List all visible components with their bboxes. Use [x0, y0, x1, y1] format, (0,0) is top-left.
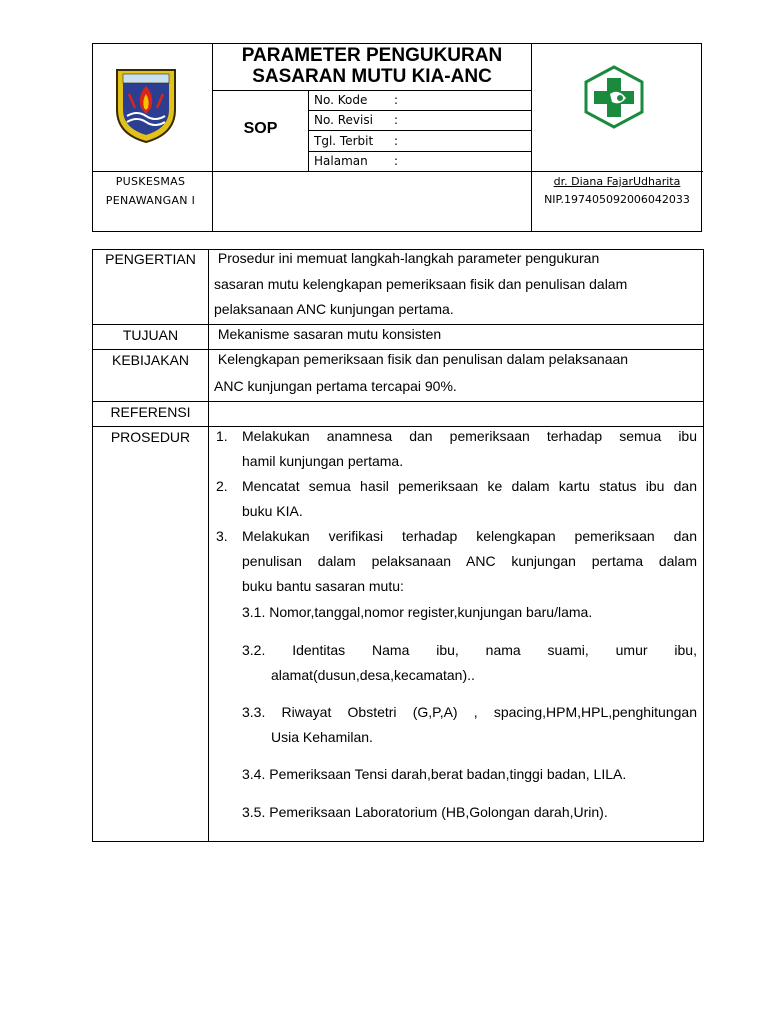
- sop-header-table: [92, 43, 702, 232]
- meta-value-revisi: :: [394, 113, 399, 127]
- step-2-line-2: buku KIA.: [242, 503, 303, 519]
- substep-3-3-line-2: Usia Kehamilan.: [271, 729, 373, 745]
- label-column-divider: [208, 250, 209, 842]
- institution-line-2: PENAWANGAN I: [105, 194, 196, 207]
- header-divider-bottom: [93, 171, 703, 172]
- step-1-line-1: Melakukan anamnesa dan pemeriksaan terhadap semua ibu: [242, 428, 697, 444]
- label-tujuan: TUJUAN: [122, 327, 179, 343]
- label-kebijakan: KEBIJAKAN: [111, 352, 190, 368]
- meta-value-terbit: :: [394, 134, 399, 148]
- label-prosedur: PROSEDUR: [110, 429, 191, 445]
- substep-3-1: 3.1. Nomor,tanggal,nomor register,kunjungan baru/lama.: [242, 604, 593, 620]
- row-divider: [93, 401, 704, 402]
- pengertian-line-2: sasaran mutu kelengkapan pemeriksaan fisik dan penulisan dalam: [214, 276, 628, 292]
- substep-3-2-line-2: alamat(dusun,desa,kecamatan)..: [271, 667, 475, 683]
- institution-line-1: PUSKESMAS: [115, 175, 186, 188]
- document-title: [213, 45, 531, 87]
- meta-row-line: [308, 110, 532, 111]
- meta-row-line: [308, 130, 532, 131]
- sop-content-table: [92, 249, 704, 842]
- regency-emblem-icon: [111, 64, 181, 144]
- step-1-number: 1.: [216, 428, 228, 444]
- step-2-number: 2.: [216, 478, 228, 494]
- step-3-line-3: buku bantu sasaran mutu:: [242, 578, 404, 594]
- pengertian-line-3: pelaksanaan ANC kunjungan pertama.: [214, 301, 454, 317]
- kebijakan-line-1: Kelengkapan pemeriksaan fisik dan penulisan dalam pelaksanaan: [214, 351, 629, 367]
- meta-label-revisi: No. Revisi: [314, 113, 373, 127]
- step-3-line-2: penulisan dalam pelaksanaan ANC kunjungan pertama dalam: [242, 553, 697, 569]
- sop-label: SOP: [243, 120, 278, 137]
- meta-value-kode: :: [394, 93, 399, 107]
- title-divider: [212, 90, 532, 91]
- kebijakan-line-2: ANC kunjungan pertama tercapai 90%.: [214, 378, 457, 394]
- title-line-2: SASARAN MUTU KIA-ANC: [252, 66, 492, 87]
- substep-3-2-line-1: 3.2. Identitas Nama ibu, nama suami, umur ibu,: [242, 642, 697, 658]
- signatory-name: dr. Diana FajarUdharita: [553, 175, 681, 188]
- meta-value-halaman: :: [394, 154, 399, 168]
- tujuan-text: Mekanisme sasaran mutu konsisten: [214, 326, 442, 342]
- puskesmas-logo-icon: [582, 64, 646, 130]
- label-pengertian: PENGERTIAN: [105, 251, 196, 267]
- title-line-1: PARAMETER PENGUKURAN: [241, 45, 503, 66]
- meta-row-line: [308, 151, 532, 152]
- step-3-line-1: Melakukan verifikasi terhadap kelengkapan pemeriksaan dan: [242, 528, 697, 544]
- label-referensi: REFERENSI: [110, 404, 191, 420]
- meta-label-kode: No. Kode: [314, 93, 368, 107]
- meta-label-terbit: Tgl. Terbit: [314, 134, 374, 148]
- pengertian-line-1: Prosedur ini memuat langkah-langkah parameter pengukuran: [214, 250, 600, 266]
- meta-label-halaman: Halaman: [314, 154, 368, 168]
- substep-3-4: 3.4. Pemeriksaan Tensi darah,berat badan,tinggi badan, LILA.: [242, 766, 627, 782]
- signatory-nip: NIP.197405092006042033: [544, 193, 690, 206]
- step-3-number: 3.: [216, 528, 228, 544]
- step-2-line-1: Mencatat semua hasil pemeriksaan ke dalam kartu status ibu dan: [242, 478, 697, 494]
- substep-3-5: 3.5. Pemeriksaan Laboratorium (HB,Golongan darah,Urin).: [242, 804, 608, 820]
- substep-3-3-line-1: 3.3. Riwayat Obstetri (G,P,A) , spacing,HPM,HPL,penghitungan: [242, 704, 697, 720]
- step-1-line-2: hamil kunjungan pertama.: [242, 453, 404, 469]
